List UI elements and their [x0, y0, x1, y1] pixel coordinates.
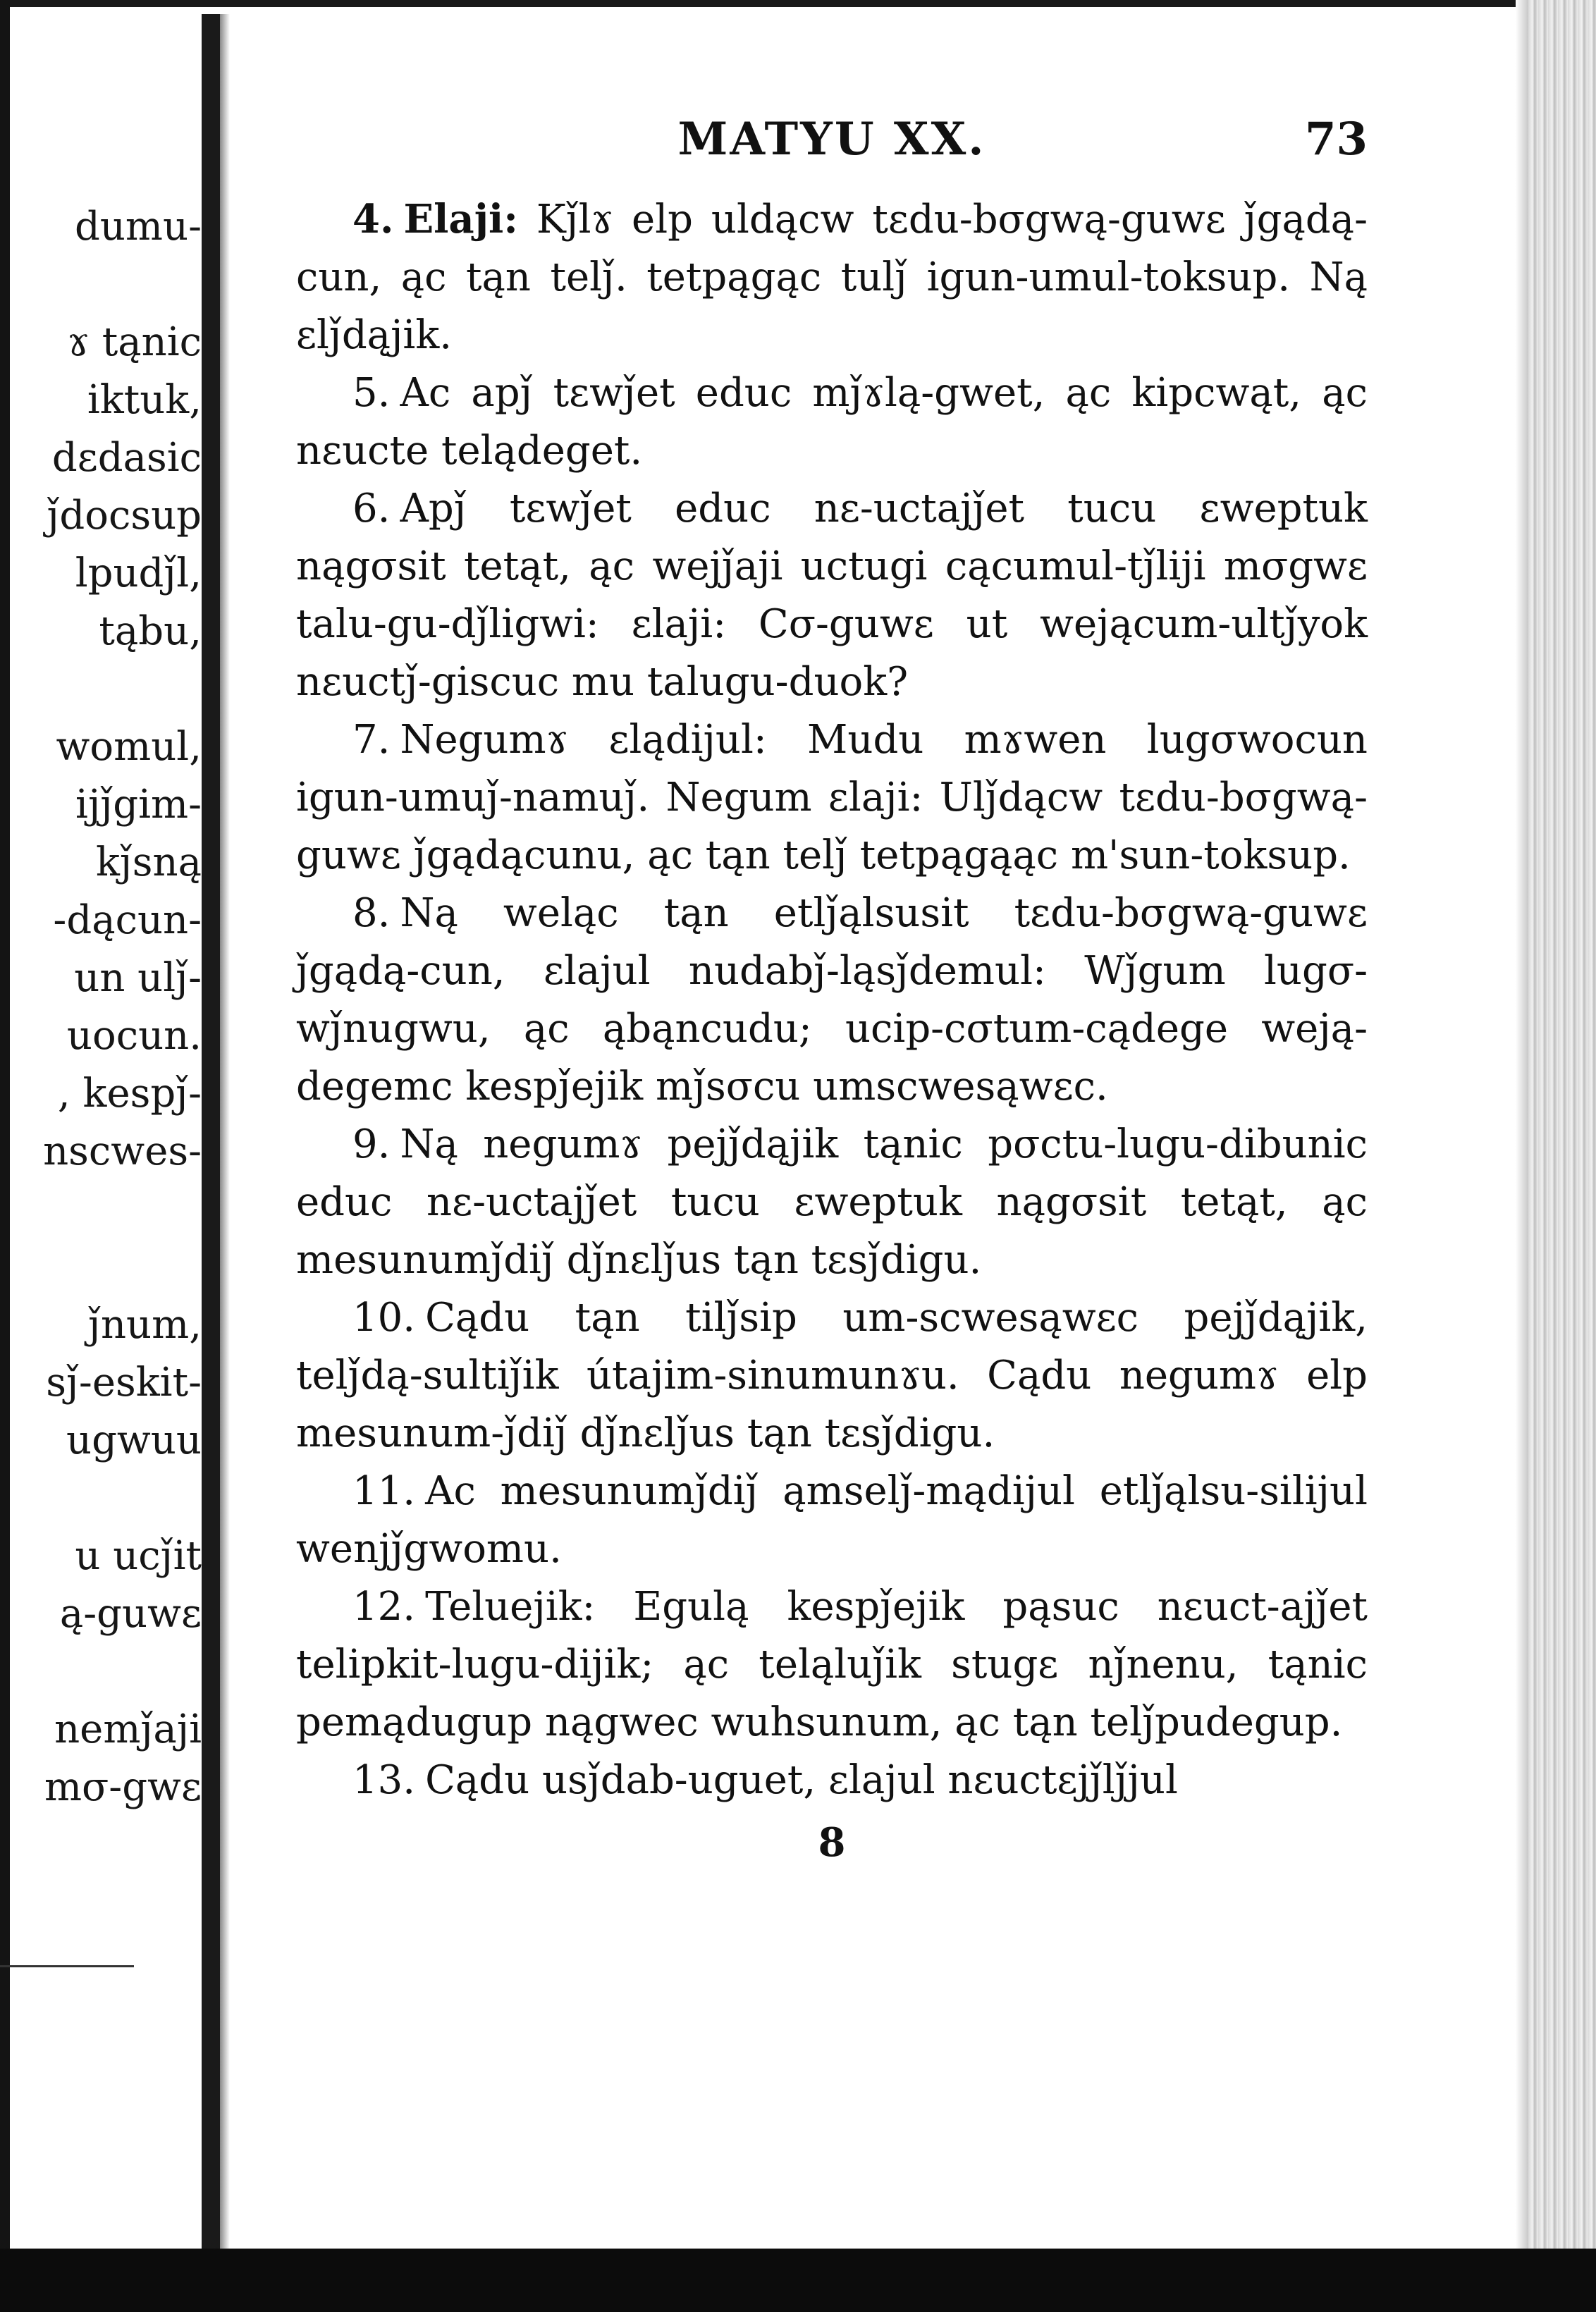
- left-fragment-line: -dącun-: [53, 897, 202, 943]
- verse-text: Ną negumɤ pejǰdąjik tąnic pσctu-lugu-dibunic educ nε-uctajǰet tucu εweptuk nągσsit tetąt, ąc mesunumǰdiǰ dǰnεlǰus tąn tεsǰdigu.: [296, 1121, 1368, 1283]
- left-fragment-line: ɤ tąnic: [67, 319, 202, 365]
- right-page: [296, 113, 1368, 1866]
- verse: [296, 480, 1368, 711]
- verse-number: 12.: [352, 1584, 416, 1630]
- verse-list: [296, 190, 1368, 1809]
- verse: [296, 364, 1368, 480]
- verse: [296, 711, 1368, 885]
- left-fragment-line: nemǰaji: [54, 1707, 202, 1752]
- left-fragment-line: dumu-: [74, 204, 202, 250]
- page-number: 73: [1304, 113, 1368, 166]
- left-fragment-line: ugwuu: [66, 1418, 202, 1463]
- left-fragment-line: kǰsną: [95, 840, 202, 885]
- verse-number: 8.: [352, 890, 391, 936]
- left-fragment-line: ǰdocsup: [47, 493, 202, 539]
- page-edge-shade: [1516, 0, 1528, 2249]
- running-head: MATYU XX.: [677, 113, 986, 166]
- verse-number: 4.: [352, 196, 394, 242]
- left-fragment-line: iktuk,: [87, 377, 202, 423]
- left-fragment-line: un ulǰ-: [74, 955, 202, 1001]
- scan-border-bottom: [0, 2249, 1596, 2312]
- verse-number: 13.: [352, 1757, 416, 1803]
- left-fragment-line: nscwes-: [43, 1129, 202, 1174]
- left-fragment-line: ǰnum,: [88, 1302, 202, 1348]
- page-stack-edge: [1528, 0, 1596, 2249]
- verse-text: Apǰ tεwǰet educ nε-uctajǰet tucu εweptuk nągσsit tetąt, ąc wejǰaji uctugi cącumul-tǰliji mσgwε talu-gu-dǰligwi: εlaji: Cσ-guwε ut wejącum-ultǰyok nεuctǰ-giscuc mu talugu-duok?: [296, 486, 1368, 705]
- verse-text: Cądu usǰdab-uguet, εlajul nεuctεjǰlǰjul: [425, 1757, 1178, 1803]
- verse-number: 7.: [352, 717, 391, 763]
- left-fragment-line: , kespǰ-: [57, 1071, 202, 1117]
- verse-number: 10.: [352, 1295, 416, 1341]
- left-fragment-line: ijǰgim-: [75, 782, 202, 828]
- verse: [296, 190, 1368, 364]
- verse-number: 11.: [352, 1468, 416, 1514]
- left-fragment-line: sǰ-eskit-: [46, 1360, 202, 1406]
- page-header: [296, 113, 1368, 190]
- verse-number: 6.: [352, 486, 391, 531]
- left-fragment-line: womul,: [56, 724, 202, 770]
- left-fragment-line: lpudǰl,: [75, 551, 202, 596]
- left-fragment-line: tąbu,: [99, 608, 202, 654]
- scan-border-top: [0, 0, 1596, 7]
- verse-text: Ną weląc tąn etlǰąlsusit tεdu-bσgwą-guwε ǰgądą-cun, εlajul nudabǰ-ląsǰdemul: Wǰgum lugσ-wǰnugwu, ąc ąbąncudu; ucip-cσtum-cądege weją-degemc kespǰejik mǰsσcu umscwesąwεc.: [296, 890, 1368, 1109]
- signature-mark: 8: [818, 1819, 846, 1866]
- verse: [296, 1752, 1368, 1809]
- verse: [296, 1578, 1368, 1752]
- verse: [296, 1463, 1368, 1578]
- left-fragment-line: uocun.: [66, 1013, 202, 1059]
- verse-text: Cądu tąn tilǰsip um-scwesąwεc pejǰdąjik, telǰdą-sultiǰik útajim-sinumunɤu. Cądu negumɤ elp mesunum-ǰdiǰ dǰnεlǰus tąn tεsǰdigu.: [296, 1295, 1368, 1456]
- verse-lead: Elaji:: [403, 196, 518, 242]
- verse-text: Ac mesunumǰdiǰ ąmselǰ-mądijul etlǰąlsu-silijul wenjǰgwomu.: [296, 1468, 1368, 1572]
- verse: [296, 885, 1368, 1116]
- verse-text: Kǰlɤ elp uldącw tεdu-bσgwą-guwε ǰgądą-cun, ąc tąn telǰ. tetpągąc tulǰ igun-umul-toksup. Ną εlǰdąjik.: [296, 197, 1368, 358]
- verse: [296, 1116, 1368, 1289]
- verse-text: Negumɤ εlądijul: Mudu mɤwen lugσwocun igun-umuǰ-namuǰ. Negum εlaji: Ulǰdącw tεdu-bσgwą-guwε ǰgądącunu, ąc tąn telǰ tetpągąąc m'sun-toksup.: [296, 717, 1368, 878]
- verse-text: Teluejik: Egulą kespǰejik pąsuc nεuct-ajǰet telipkit-lugu-dijik; ąc teląluǰik stugε nǰnenu, tąnic pemądugup nągwec wuhsunum, ąc tąn telǰpudegup.: [296, 1584, 1368, 1745]
- left-fragment-line: u ucǰit: [75, 1533, 202, 1579]
- left-page-fragment: [0, 0, 202, 2249]
- left-fragment-rule: [0, 1965, 134, 1967]
- verse-number: 5.: [352, 370, 391, 416]
- verse: [296, 1289, 1368, 1463]
- left-fragment-line: mσ-gwε: [44, 1764, 202, 1810]
- verse-text: Ac apǰ tεwǰet educ mǰɤlą-gwet, ąc kipcwąt, ąc nεucte telądeget.: [296, 370, 1368, 474]
- left-fragment-line: ą-guwε: [59, 1591, 202, 1637]
- gutter-shadow: [220, 14, 230, 2249]
- left-fragment-line: dεdasic: [51, 435, 202, 481]
- book-gutter: [202, 14, 220, 2249]
- verse-number: 9.: [352, 1121, 391, 1167]
